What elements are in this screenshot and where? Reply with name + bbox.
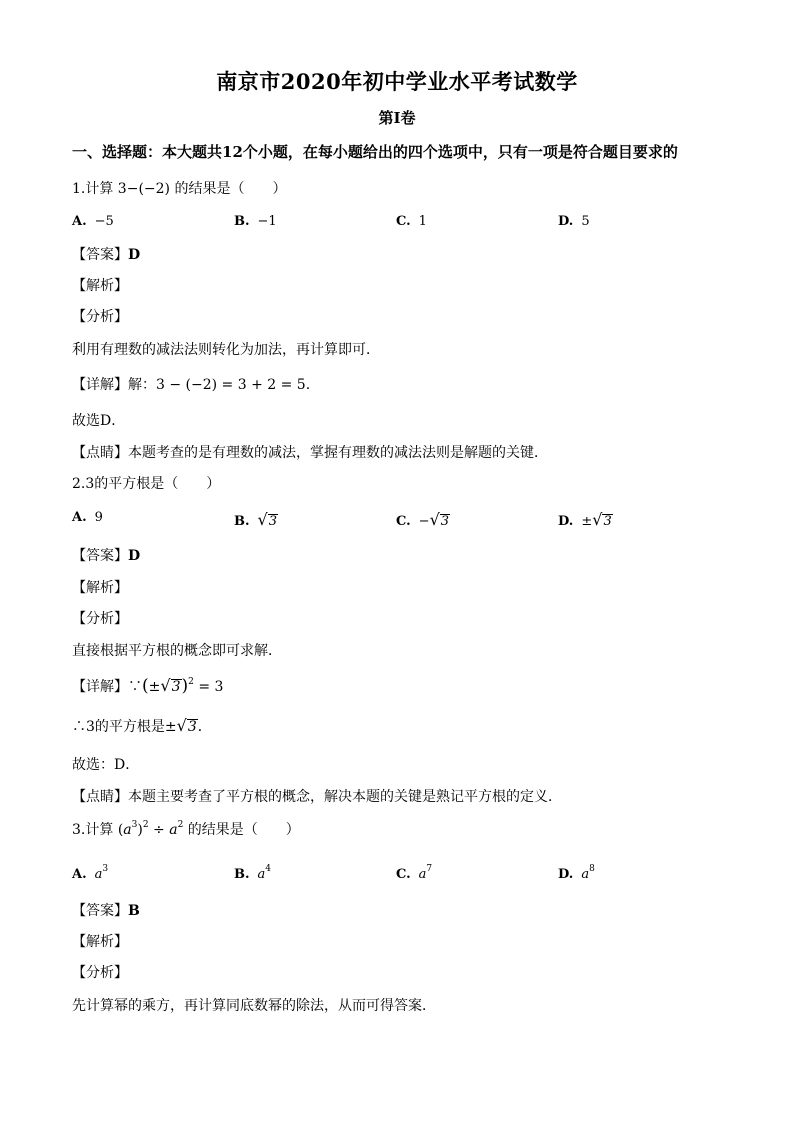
q3-stem [72, 819, 300, 839]
q1-dianjing [72, 442, 548, 462]
q2-answer [72, 545, 140, 565]
radicand: 3 [440, 514, 450, 529]
q1-conclusion: 故选D． [72, 413, 126, 429]
stem-prefix: 3.计算 [72, 822, 118, 838]
q3-option-a [72, 864, 108, 882]
radical-icon: √ [176, 716, 187, 735]
right-paren-icon: ) [181, 676, 189, 696]
q1-stem: 1.计算 3−(−2) 的结果是（ ） [72, 181, 287, 197]
option-prefix: − [418, 514, 430, 529]
xiangjie-text: 解：3 − (−2) = 3 + 2 = 5. [128, 377, 311, 393]
therefore-suffix: ． [197, 719, 212, 735]
left-paren-icon: ( [142, 676, 149, 696]
q1-answer [72, 244, 140, 264]
option-label: C. [396, 867, 411, 882]
exponent: 2 [188, 677, 194, 687]
radicand: 3 [603, 514, 612, 529]
option-base: a [418, 867, 427, 882]
option-exp: 8 [589, 864, 595, 874]
q2-option-b [234, 510, 278, 529]
q2-dianjing [72, 786, 562, 806]
stem-expression: $(a^3)^2 \div a^2$ [117, 820, 184, 838]
option-label: D. [558, 214, 574, 229]
q1-xiangjie [72, 374, 310, 394]
volume-title: 第Ⅰ卷 [378, 109, 416, 127]
xiangjie-tag: 【详解】 [72, 679, 128, 695]
radical-icon: √ [257, 510, 268, 529]
plus-minus: ± [148, 679, 161, 695]
q3-option-d [558, 864, 595, 882]
q2-option-d [558, 510, 613, 529]
option-exp: 4 [265, 864, 272, 874]
dianjing-text: 本题主要考查了平方根的概念，解决本题的关键是熟记平方根的定义． [128, 789, 562, 805]
q1-option-d [558, 214, 590, 229]
radical-icon: √ [429, 510, 440, 529]
q1-fenxi: 利用有理数的减法法则转化为加法，再计算即可． [72, 342, 380, 358]
q1-option-b [234, 214, 277, 229]
option-value: 5 [581, 214, 590, 229]
dianjing-text: 本题考查的是有理数的减法，掌握有理数的减法法则是解题的关键． [128, 445, 548, 461]
q3-option-b [234, 864, 271, 882]
answer-tag: 【答案】 [72, 903, 128, 919]
q2-fenxi: 直接根据平方根的概念即可求解． [72, 643, 282, 659]
q2-jiexi: 【解析】 [72, 580, 128, 596]
q2-fenxi-tag: 【分析】 [72, 611, 128, 627]
option-label: A. [72, 510, 87, 525]
option-value: 9 [94, 510, 103, 525]
q3-fenxi: 先计算幂的乘方，再计算同底数幂的除法，从而可得答案． [72, 998, 436, 1014]
answer-value: D [128, 548, 141, 564]
option-label: C. [396, 214, 411, 229]
q1-option-a [72, 214, 114, 229]
q3-fenxi-tag: 【分析】 [72, 965, 128, 981]
answer-tag: 【答案】 [72, 247, 128, 263]
option-label: A. [72, 867, 87, 882]
q3-jiexi: 【解析】 [72, 934, 128, 950]
exam-title: 南京市2020年初中学业水平考试数学 [216, 69, 578, 94]
q2-therefore [72, 716, 212, 736]
option-label: D. [558, 514, 574, 529]
q1-option-c [396, 214, 427, 229]
radicand: 3 [171, 679, 181, 695]
q2-stem: 2.3的平方根是（ ） [72, 476, 221, 492]
radical-icon: √ [592, 510, 603, 529]
q3-option-c [396, 864, 432, 882]
option-base: a [581, 867, 590, 882]
option-value: 1 [418, 214, 427, 229]
because-symbol: ∵ [128, 679, 142, 695]
q2-option-c [396, 510, 450, 529]
option-prefix: ± [581, 514, 593, 529]
option-label: B. [234, 514, 250, 529]
option-label: C. [396, 514, 411, 529]
option-label: B. [234, 867, 250, 882]
option-label: A. [72, 214, 87, 229]
option-label: D. [558, 867, 574, 882]
option-base: a [257, 867, 266, 882]
q2-conclusion: 故选：D． [72, 757, 140, 773]
option-exp: 3 [102, 864, 109, 874]
option-exp: 7 [426, 864, 433, 874]
dianjing-tag: 【点睛】 [72, 445, 128, 461]
q2-option-a [72, 510, 103, 525]
radicand: 3 [187, 719, 197, 735]
xiangjie-rhs: = 3 [193, 679, 224, 695]
q1-fenxi-tag: 【分析】 [72, 309, 128, 325]
radicand: 3 [268, 514, 277, 529]
q1-jiexi: 【解析】 [72, 278, 128, 294]
q2-xiangjie [72, 676, 223, 696]
radical-icon: √ [160, 676, 171, 695]
q3-answer [72, 900, 140, 920]
therefore-prefix: ∴3的平方根是± [72, 719, 177, 735]
stem-suffix: 的结果是（ ） [183, 822, 300, 838]
answer-value: B [128, 903, 140, 919]
dianjing-tag: 【点睛】 [72, 789, 128, 805]
option-base: a [94, 867, 103, 882]
section-heading: 一、选择题：本大题共12个小题，在每小题给出的四个选项中，只有一项是符合题目要求的 [72, 143, 678, 161]
option-value: −5 [94, 214, 114, 229]
option-label: B. [234, 214, 250, 229]
xiangjie-tag: 【详解】 [72, 377, 128, 393]
answer-tag: 【答案】 [72, 548, 128, 564]
answer-value: D [128, 247, 141, 263]
option-value: −1 [257, 214, 277, 229]
